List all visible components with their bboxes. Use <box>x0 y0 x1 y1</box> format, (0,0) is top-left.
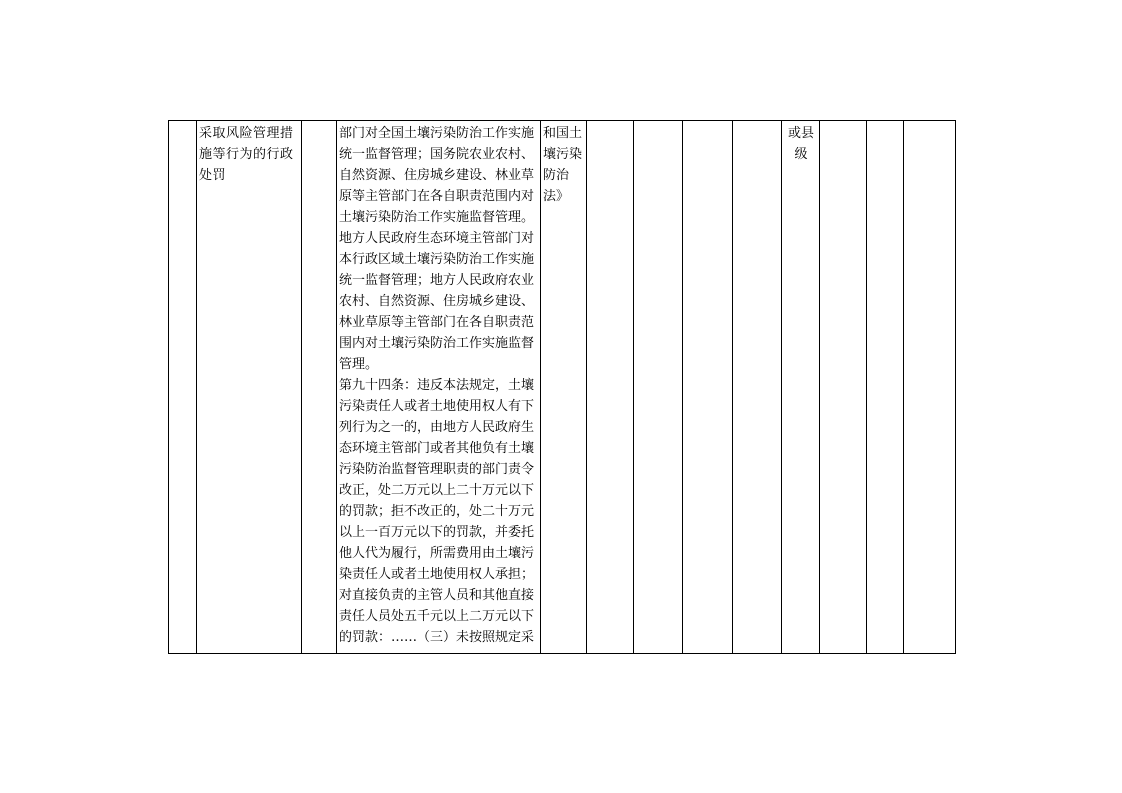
legal-basis-line: 地方人民政府生态环境主管部门对 <box>339 231 535 246</box>
law-name-line: 防治 <box>543 168 570 183</box>
cell-level <box>782 121 820 654</box>
cell-blank-6 <box>587 121 634 654</box>
legal-basis-line: 污染责任人或者土地使用权人有下 <box>339 399 535 414</box>
legal-basis-line: 的罚款：……（三）未按照规定采 <box>339 630 535 645</box>
cell-blank-13 <box>904 121 956 654</box>
cell-blank-11 <box>820 121 867 654</box>
legal-basis-line: 责任人员处五千元以上二万元以下 <box>339 609 535 624</box>
cell-index <box>169 121 197 654</box>
table-row <box>169 121 956 654</box>
legal-basis-text <box>337 121 540 648</box>
legal-basis-line: 部门对全国土壤污染防治工作实施 <box>339 126 535 141</box>
legal-basis-line: 林业草原等主管部门在各自职责范 <box>339 315 535 330</box>
cell-blank-8 <box>683 121 733 654</box>
item-name-line: 施等行为的行政 <box>199 147 294 162</box>
legal-basis-line: 污染防治监督管理职责的部门责令 <box>339 462 535 477</box>
law-name-line: 壤污染 <box>543 147 583 162</box>
legal-basis-line: 土壤污染防治工作实施监督管理。 <box>339 210 535 225</box>
cell-blank-9 <box>733 121 782 654</box>
cell-legal-basis <box>337 121 541 654</box>
legal-basis-line: 管理。 <box>339 357 379 372</box>
item-name-line: 处罚 <box>199 168 227 183</box>
cell-blank-3 <box>302 121 337 654</box>
legal-basis-line: 农村、自然资源、住房城乡建设、 <box>339 294 535 309</box>
level-text <box>782 121 819 165</box>
cell-law-name <box>541 121 587 654</box>
legal-basis-line: 染责任人或者土地使用权人承担； <box>339 567 535 582</box>
legal-basis-line: 本行政区域土壤污染防治工作实施 <box>339 252 535 267</box>
legal-basis-line: 统一监督管理；国务院农业农村、 <box>339 147 535 162</box>
item-name-text <box>197 121 301 186</box>
legal-basis-line: 的罚款；拒不改正的，处二十万元 <box>339 504 535 519</box>
regulation-table <box>168 120 956 654</box>
law-name-line: 法》 <box>543 189 570 204</box>
law-name-text <box>541 121 586 207</box>
legal-basis-line: 改正，处二万元以上二十万元以下 <box>339 483 535 498</box>
legal-basis-line: 列行为之一的，由地方人民政府生 <box>339 420 535 435</box>
legal-basis-line: 原等主管部门在各自职责范围内对 <box>339 189 535 204</box>
legal-basis-line: 围内对土壤污染防治工作实施监督 <box>339 336 535 351</box>
legal-basis-line: 自然资源、住房城乡建设、林业草 <box>339 168 535 183</box>
law-name-line: 和国土 <box>543 126 583 141</box>
legal-basis-line: 第九十四条：违反本法规定，土壤 <box>339 378 535 393</box>
cell-item-name <box>197 121 302 654</box>
legal-basis-line: 统一监督管理；地方人民政府农业 <box>339 273 535 288</box>
item-name-line: 采取风险管理措 <box>199 126 294 141</box>
level-line: 或县 <box>787 126 814 141</box>
cell-blank-12 <box>867 121 904 654</box>
legal-basis-line: 态环境主管部门或者其他负有土壤 <box>339 441 535 456</box>
legal-basis-line: 以上一百万元以下的罚款，并委托 <box>339 525 535 540</box>
legal-basis-line: 对直接负责的主管人员和其他直接 <box>339 588 535 603</box>
legal-basis-line: 他人代为履行，所需费用由土壤污 <box>339 546 535 561</box>
level-line: 级 <box>794 147 808 162</box>
cell-blank-7 <box>634 121 683 654</box>
